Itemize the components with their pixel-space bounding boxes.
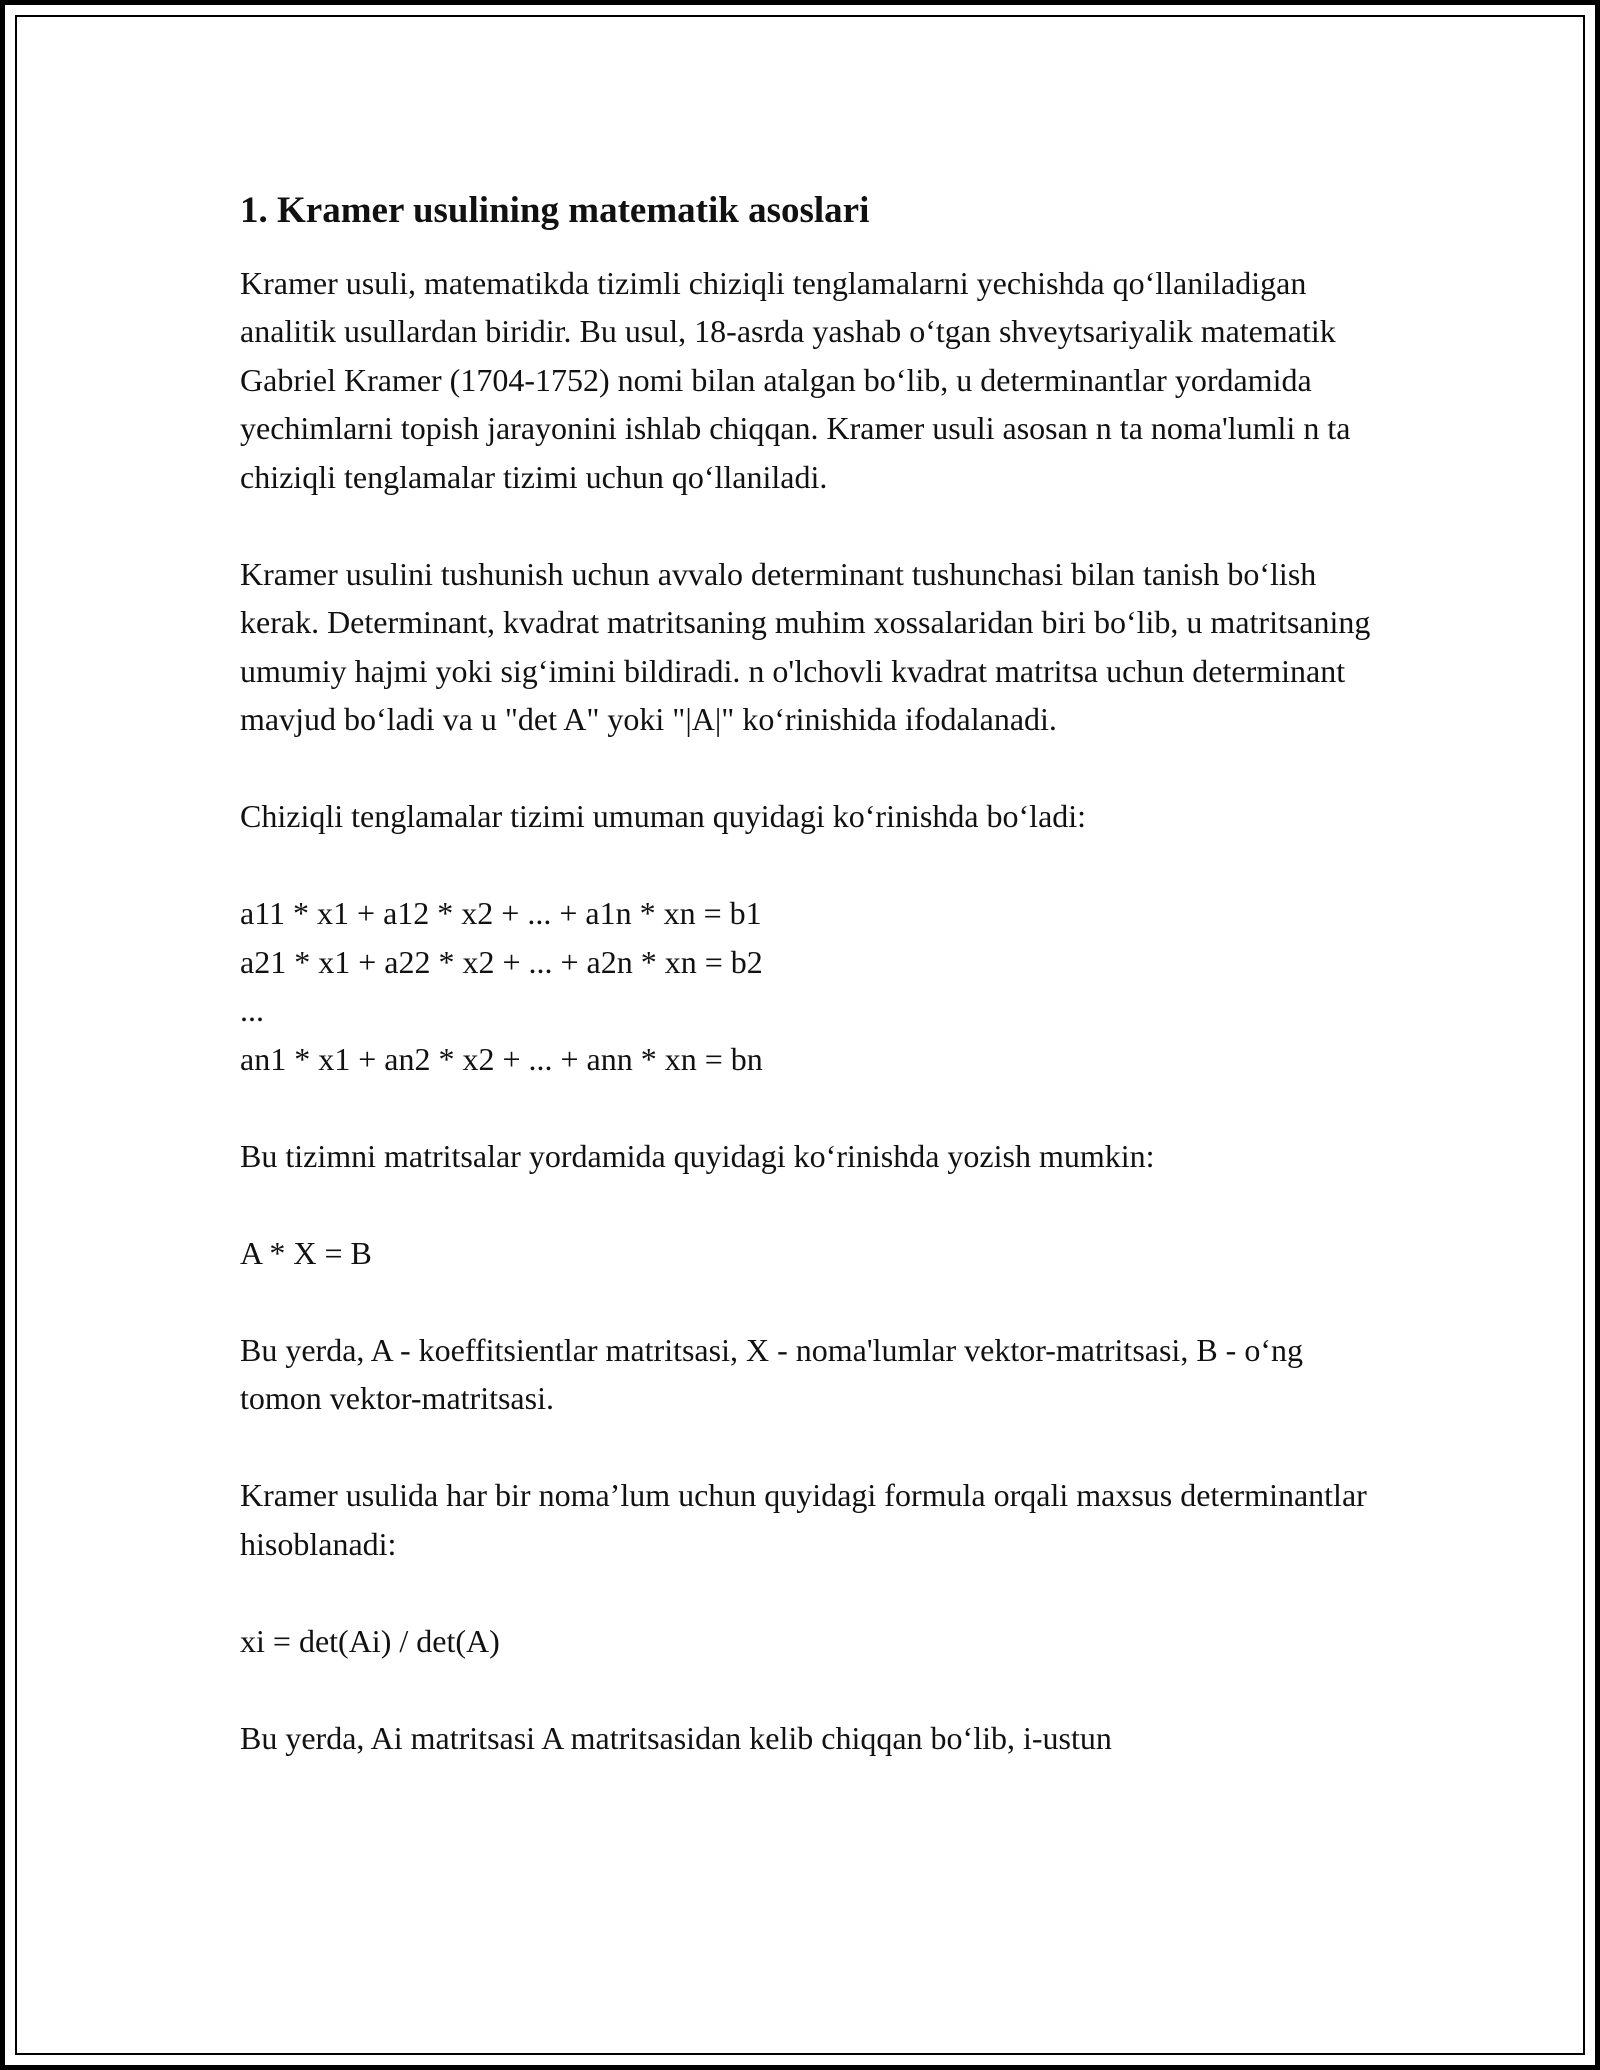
paragraph-intro: Kramer usuli, matematikda tizimli chiziqli tenglamalarni yechishda qo‘llaniladigan analitik usullardan biridir. Bu usul, 18-asrda yashab o‘tgan shveytsariyalik matematik Gabriel Kramer (1704-1752) nomi bilan atalgan bo‘lib, u determinantlar yordamida yechimlarni topish jarayonini ishlab chiqqan. Kramer usuli asosan n ta noma'lumli n ta chiziqli tenglamalar tizimi uchun qo‘llaniladi. [240, 264, 1351, 495]
paragraph-matrix-explanation: Bu yerda, A - koeffitsientlar matritsasi, X - noma'lumlar vektor-matritsasi, B - o‘ng tomon vektor-matritsasi. [240, 1331, 1303, 1417]
paragraph-system-intro: Chiziqli tenglamalar tizimi umuman quyidagi ko‘rinishda bo‘ladi: [240, 798, 1087, 835]
system-equations [240, 889, 1380, 1083]
matrix-equation: A * X = B [240, 1234, 372, 1271]
document-body [240, 185, 1380, 1811]
paragraph-determinant: Kramer usulini tushunish uchun avvalo determinant tushunchasi bilan tanish bo‘lish kerak. Determinant, kvadrat matritsaning muhim xossalaridan biri bo‘lib, u matritsaning umumiy hajmi yoki sig‘imini bildiradi. n o'lchovli kvadrat matritsa uchun determinant mavjud bo‘ladi va u "det A" yoki "|A|" ko‘rinishida ifodalanadi. [240, 555, 1371, 738]
equation-line-2: a21 * x1 + a22 * x2 + ... + a2n * xn = b2 [240, 943, 763, 980]
section-heading: 1. Kramer usulining matematik asoslari [240, 190, 870, 231]
paragraph-matrix-intro: Bu tizimni matritsalar yordamida quyidagi ko‘rinishda yozish mumkin: [240, 1137, 1155, 1174]
equation-ellipsis: ... [240, 992, 264, 1029]
paragraph-ai-explanation: Bu yerda, Ai matritsasi A matritsasidan kelib chiqqan bo‘lib, i-ustun [240, 1719, 1112, 1756]
paragraph-formula-intro: Kramer usulida har bir noma’lum uchun quyidagi formula orqali maxsus determinantlar hisoblanadi: [240, 1477, 1367, 1562]
cramer-formula: xi = det(Ai) / det(A) [240, 1622, 500, 1659]
equation-line-n: an1 * x1 + an2 * x2 + ... + ann * xn = bn [240, 1040, 763, 1077]
equation-line-1: a11 * x1 + a12 * x2 + ... + a1n * xn = b1 [240, 895, 762, 932]
